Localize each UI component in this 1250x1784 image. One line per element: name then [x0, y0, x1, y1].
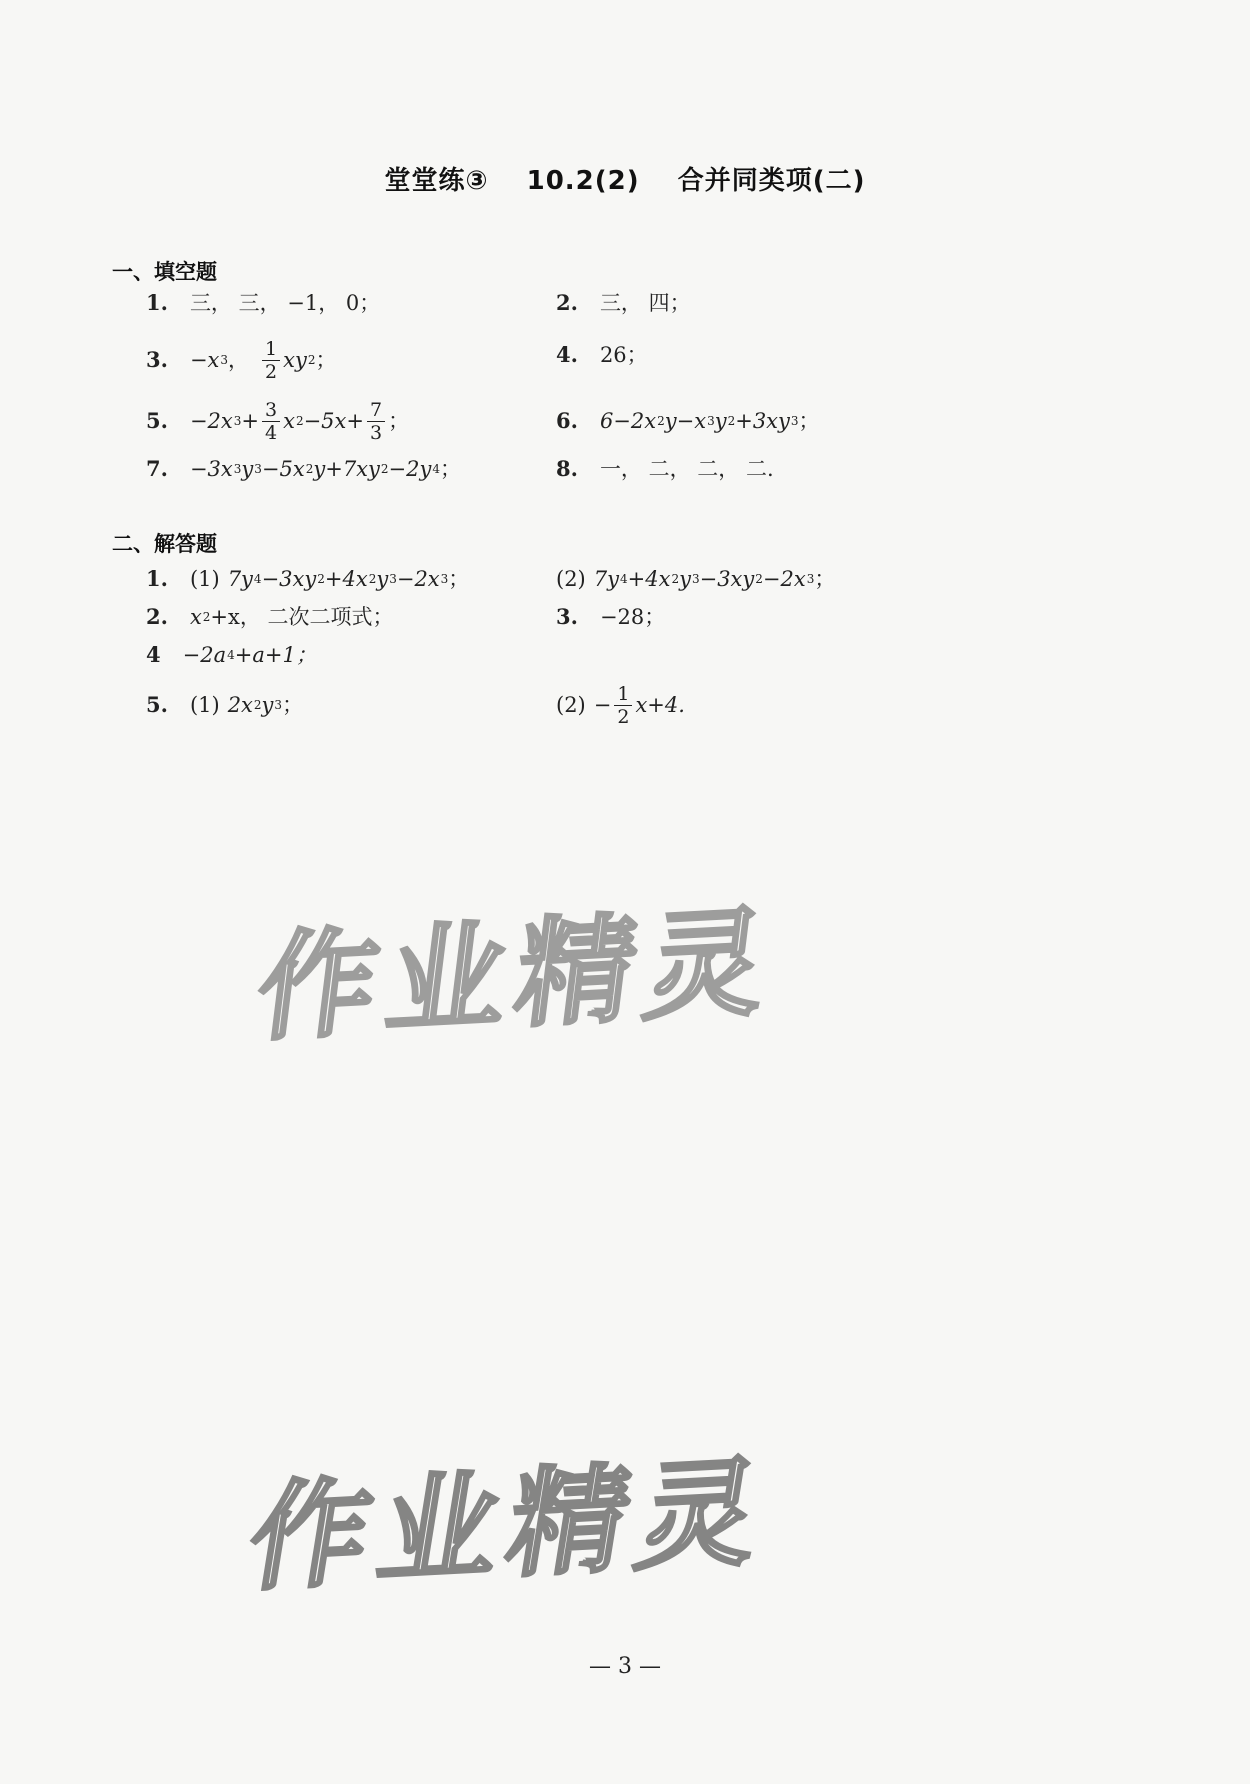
exponent: 2: [755, 572, 763, 586]
exponent: 3: [691, 572, 700, 586]
question-number: 4: [146, 642, 161, 667]
term: +3xy: [735, 409, 790, 433]
exponent: 2: [671, 572, 680, 586]
exponent: 3: [707, 414, 715, 428]
term: x+4.: [635, 693, 685, 717]
exponent: 3: [233, 414, 242, 428]
exponent: 2: [368, 572, 377, 586]
exponent: 4: [227, 648, 235, 662]
question-number: 5.: [146, 408, 168, 433]
exponent: 2: [380, 462, 389, 476]
separator: ；: [388, 409, 410, 433]
answer-expression: [228, 564, 470, 594]
exponent: 4: [253, 572, 262, 586]
answer-expression: [183, 640, 317, 670]
term: −3x: [189, 457, 233, 481]
term: y: [714, 409, 727, 433]
answer-expression: [594, 564, 836, 594]
fraction: [262, 399, 280, 444]
answer-2-3: [556, 602, 665, 632]
term: y: [376, 567, 389, 591]
answer-2-1-part2: [556, 564, 835, 594]
page-title: [0, 160, 1250, 197]
exponent: 2: [202, 610, 211, 624]
title-topic: 合并同类项(二): [677, 166, 866, 196]
answer-text: 26；: [599, 343, 648, 367]
exponent: 3: [790, 414, 799, 428]
answer-expression: [190, 338, 337, 383]
answer-2-5-part2: [556, 680, 685, 730]
question-number: 6.: [556, 408, 578, 433]
numerator: 7: [367, 399, 385, 422]
exponent: 2: [727, 414, 736, 428]
answer-text: 三， 四；: [599, 291, 691, 315]
denominator: 3: [369, 421, 383, 444]
operator: +: [241, 409, 259, 433]
part-label: (1): [189, 567, 220, 591]
answer-text: +x， 二次二项式；: [210, 605, 394, 629]
term: y: [261, 693, 274, 717]
separator: ；: [315, 348, 337, 372]
term: −2x: [189, 409, 233, 433]
exponent: 2: [295, 414, 304, 428]
term: −3xy: [261, 567, 317, 591]
answer-expression: [190, 454, 461, 484]
answer-1-8: [556, 454, 774, 484]
title-practice: 堂堂练③: [384, 166, 489, 196]
term: +4x: [324, 567, 368, 591]
answer-1-1: [146, 288, 380, 318]
answer-text: 三， 三， −1， 0；: [189, 291, 381, 315]
exponent: 3: [274, 698, 283, 712]
fraction: [262, 338, 280, 383]
exponent: 3: [220, 353, 229, 367]
separator: ，: [228, 348, 250, 372]
question-number: 2.: [556, 290, 578, 315]
section-fill-in-heading: 一、填空题: [112, 260, 217, 284]
term: −2a: [182, 643, 227, 667]
term: 7y: [227, 567, 253, 591]
watermark-lower: 作业精灵: [239, 1442, 779, 1608]
term: −2x: [762, 567, 806, 591]
answer-text: 一， 二， 二， 二.: [599, 457, 774, 481]
term: y: [679, 567, 691, 591]
part-label: (2): [556, 567, 586, 591]
question-number: 7.: [146, 456, 168, 481]
term: −5x+: [303, 409, 364, 433]
operator: −: [593, 693, 612, 717]
part-label: (2): [556, 693, 586, 717]
part-label: (1): [189, 693, 220, 717]
term: +4x: [627, 567, 671, 591]
denominator: 2: [265, 360, 278, 383]
answer-2-2: [146, 602, 394, 632]
exponent: 2: [305, 462, 314, 476]
term: y: [241, 457, 254, 481]
exponent: 2: [657, 414, 665, 428]
answer-1-5: [146, 396, 409, 446]
answer-expression: [594, 683, 685, 728]
exponent: 3: [440, 572, 449, 586]
question-number: 1.: [146, 290, 168, 315]
answer-1-4: [556, 340, 648, 370]
denominator: 2: [617, 705, 630, 728]
watermark-upper: 作业精灵: [250, 892, 784, 1058]
page-number: — 3 —: [589, 1654, 661, 1679]
section-solution-heading: 二、解答题: [112, 532, 217, 556]
answer-2-1-part1: [146, 564, 469, 594]
separator: ；: [282, 693, 304, 717]
answer-1-6: [556, 406, 820, 436]
term: −5x: [261, 457, 305, 481]
separator: ；: [798, 409, 820, 433]
term: x: [189, 605, 202, 629]
denominator: 4: [265, 421, 278, 444]
separator: ；: [814, 567, 836, 591]
answer-1-7: [146, 454, 461, 484]
term: xy: [283, 348, 307, 372]
answer-expression: [190, 399, 409, 444]
exponent: 3: [254, 462, 262, 476]
answer-1-3: [146, 335, 336, 385]
separator: ；: [440, 457, 461, 481]
question-number: 1.: [146, 566, 168, 591]
fraction: [614, 683, 632, 728]
term: −3xy: [699, 567, 755, 591]
term: 7y: [593, 567, 619, 591]
question-number: 3.: [556, 604, 578, 629]
exponent: 3: [806, 572, 815, 586]
answer-2-4: [146, 640, 317, 670]
answer-1-2: [556, 288, 691, 318]
term: −x: [189, 348, 220, 372]
question-number: 4.: [556, 342, 578, 367]
exponent: 2: [253, 698, 262, 712]
exponent: 2: [307, 353, 316, 367]
term: y−x: [664, 409, 707, 433]
numerator: 1: [614, 683, 632, 706]
term: x: [283, 409, 295, 433]
question-number: 5.: [146, 692, 168, 717]
exponent: 4: [619, 572, 628, 586]
separator: ；: [448, 567, 470, 591]
question-number: 3.: [146, 347, 168, 372]
answer-expression: [600, 406, 820, 436]
title-section-number: 10.2(2): [526, 166, 640, 196]
exponent: 3: [389, 572, 397, 586]
answer-2-5-part1: [146, 690, 303, 720]
term: −2x: [396, 567, 440, 591]
question-number: 8.: [556, 456, 578, 481]
exponent: 3: [233, 462, 242, 476]
fraction: [367, 399, 385, 444]
term: y+7xy: [313, 457, 380, 481]
exponent: 2: [317, 572, 325, 586]
question-number: 2.: [146, 604, 168, 629]
exponent: 4: [432, 462, 440, 476]
answer-text: −28；: [599, 605, 666, 629]
numerator: 3: [262, 399, 280, 422]
answer-expression: [228, 690, 303, 720]
term: −2y: [388, 457, 432, 481]
term: 2x: [227, 693, 253, 717]
answer-expression: [190, 602, 394, 632]
numerator: 1: [262, 338, 280, 361]
term: +a+1；: [234, 643, 317, 667]
term: 6−2x: [599, 409, 657, 433]
